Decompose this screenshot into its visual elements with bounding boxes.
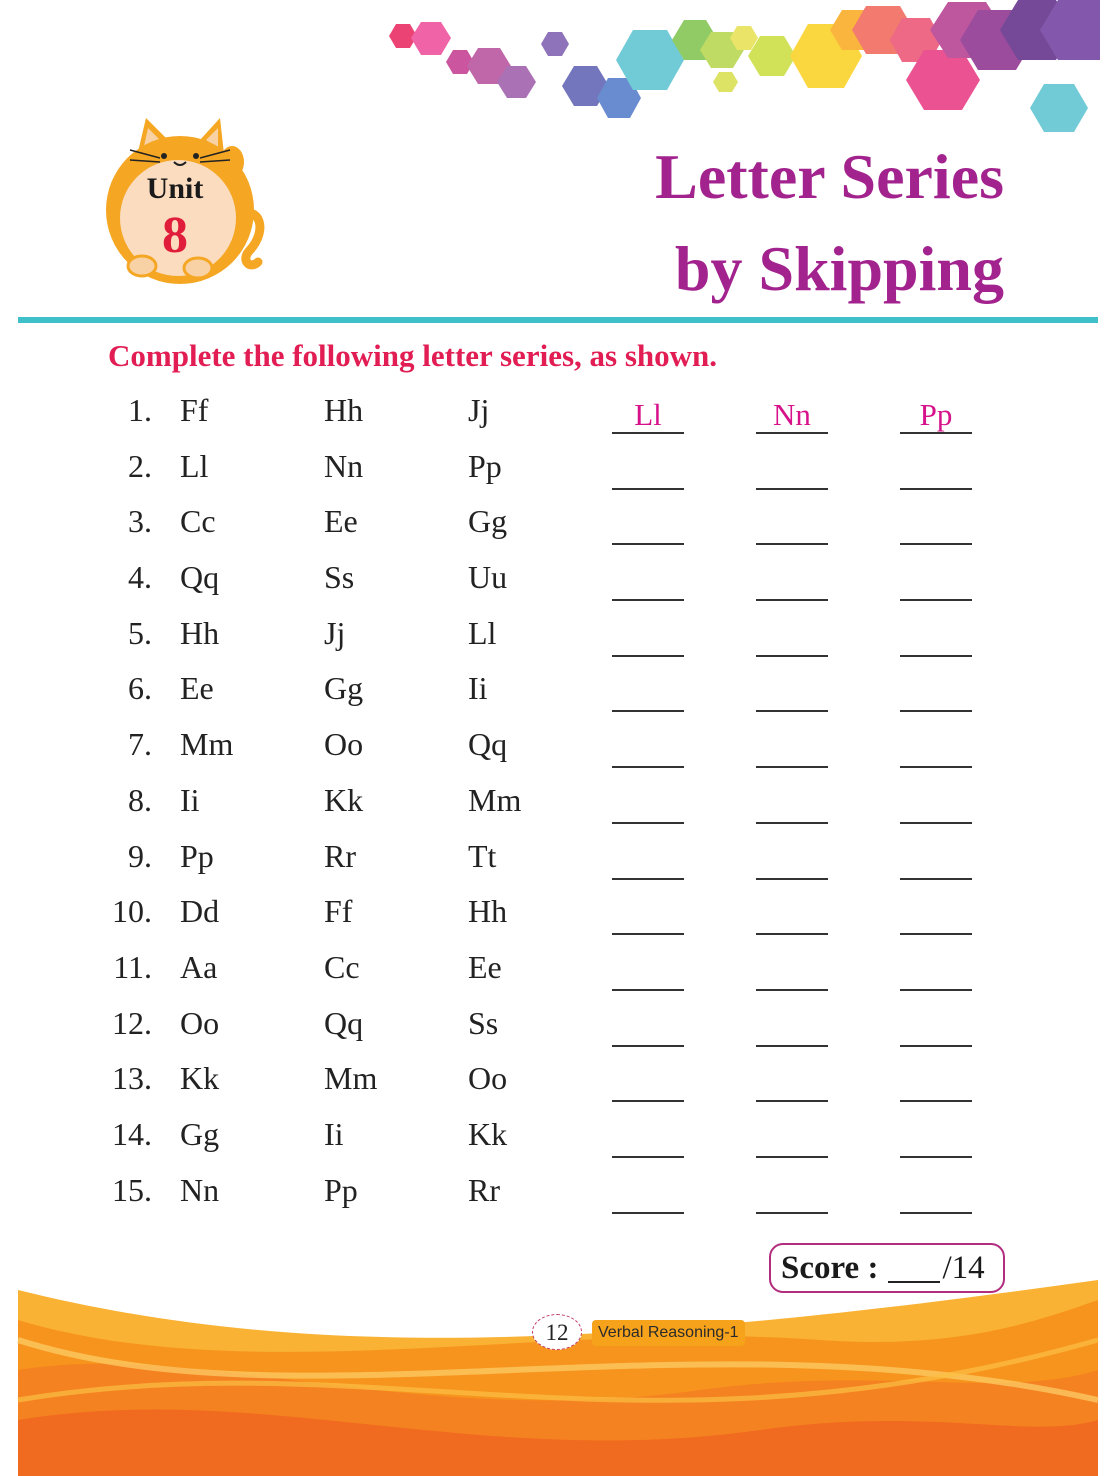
- row-number: 9.: [128, 837, 152, 874]
- answer-blank[interactable]: [756, 1116, 828, 1158]
- score-label: Score :: [781, 1249, 879, 1286]
- exercise-row: [0, 726, 1116, 782]
- answer-blank[interactable]: [612, 1172, 684, 1214]
- given-letter: Mm: [324, 1060, 378, 1097]
- answer-blank[interactable]: [612, 1060, 684, 1102]
- given-letter: Mm: [468, 781, 522, 818]
- given-letter: Ii: [468, 670, 488, 707]
- row-number: 7.: [128, 726, 152, 763]
- page-title-line1: Letter Series: [655, 141, 1004, 212]
- page-number: 12: [532, 1314, 582, 1350]
- given-letter: Cc: [180, 503, 216, 540]
- given-letter: Hh: [180, 614, 220, 651]
- exercise-row: [0, 893, 1116, 949]
- given-letter: Gg: [180, 1115, 220, 1152]
- exercise-row: [0, 782, 1116, 838]
- row-number: 1.: [128, 392, 152, 428]
- answer-blank[interactable]: [756, 1172, 828, 1214]
- row-number: 12.: [112, 1004, 152, 1041]
- answer-blank[interactable]: [756, 726, 828, 768]
- answer-blank[interactable]: [900, 615, 972, 657]
- page-title-line2: by Skipping: [674, 233, 1004, 304]
- given-letter: Nn: [180, 1171, 220, 1208]
- given-letter: Ff: [180, 392, 209, 428]
- answer-blank[interactable]: [900, 1116, 972, 1158]
- answer-blank[interactable]: [756, 838, 828, 880]
- answer-blank[interactable]: Nn: [756, 392, 828, 434]
- answer-blank[interactable]: [756, 782, 828, 824]
- answer-blank[interactable]: [756, 503, 828, 545]
- given-letter: Ll: [468, 614, 497, 651]
- answer-blank[interactable]: [612, 448, 684, 490]
- given-letter: Rr: [324, 837, 356, 874]
- exercise-row: [0, 670, 1116, 726]
- answer-blank[interactable]: Pp: [900, 392, 972, 434]
- given-letter: Ee: [324, 503, 358, 540]
- given-letter: Hh: [324, 392, 364, 428]
- exercise-row: [0, 392, 1116, 448]
- unit-number: 8: [162, 207, 188, 264]
- answer-blank[interactable]: [900, 1060, 972, 1102]
- given-letter: Oo: [180, 1004, 220, 1041]
- answer-blank[interactable]: [756, 448, 828, 490]
- exercise-row: [0, 448, 1116, 504]
- wave-decoration: [0, 1280, 1116, 1476]
- answer-blank[interactable]: [900, 838, 972, 880]
- given-letter: Rr: [468, 1171, 500, 1208]
- given-letter: Jj: [324, 614, 346, 651]
- answer-blank[interactable]: [756, 1005, 828, 1047]
- answer-blank[interactable]: [612, 559, 684, 601]
- answer-blank[interactable]: [612, 503, 684, 545]
- row-number: 10.: [112, 893, 152, 930]
- given-letter: Nn: [324, 447, 364, 484]
- given-letter: Oo: [324, 726, 364, 763]
- divider: [18, 317, 1098, 323]
- row-number: 5.: [128, 614, 152, 651]
- given-letter: Qq: [324, 1004, 364, 1041]
- row-number: 11.: [113, 948, 152, 985]
- given-letter: Pp: [468, 447, 502, 484]
- given-letter: Tt: [468, 837, 497, 874]
- score-total: /14: [942, 1249, 985, 1286]
- row-number: 13.: [112, 1060, 152, 1097]
- row-number: 8.: [128, 781, 152, 818]
- answer-blank[interactable]: [612, 949, 684, 991]
- answer-blank[interactable]: [612, 1005, 684, 1047]
- given-letter: Mm: [180, 726, 234, 763]
- exercise-list: [0, 392, 1116, 1227]
- given-letter: Gg: [468, 503, 508, 540]
- given-letter: Pp: [180, 837, 214, 874]
- row-number: 3.: [128, 503, 152, 540]
- given-letter: Ee: [468, 948, 502, 985]
- answer-blank[interactable]: [756, 893, 828, 935]
- given-letter: Pp: [324, 1171, 358, 1208]
- answer-blank[interactable]: [756, 615, 828, 657]
- answer-blank[interactable]: [612, 615, 684, 657]
- answer-blank[interactable]: [612, 1116, 684, 1158]
- given-letter: Hh: [468, 893, 508, 930]
- row-number: 15.: [112, 1171, 152, 1208]
- answer-blank[interactable]: [756, 949, 828, 991]
- answer-blank[interactable]: [900, 1172, 972, 1214]
- exercise-row: [0, 838, 1116, 894]
- given-letter: Qq: [468, 726, 508, 763]
- exercise-row: [0, 1005, 1116, 1061]
- exercise-row: [0, 1116, 1116, 1172]
- answer-blank[interactable]: [900, 949, 972, 991]
- exercise-row: [0, 559, 1116, 615]
- given-letter: Qq: [180, 559, 220, 596]
- answer-blank[interactable]: [612, 726, 684, 768]
- row-number: 2.: [128, 447, 152, 484]
- unit-label: Unit: [146, 172, 204, 205]
- given-letter: Kk: [180, 1060, 220, 1097]
- row-number: 6.: [128, 670, 152, 707]
- given-letter: Aa: [180, 948, 218, 985]
- exercise-row: [0, 949, 1116, 1005]
- given-letter: Ee: [180, 670, 214, 707]
- given-letter: Gg: [324, 670, 364, 707]
- given-letter: Ss: [324, 559, 355, 596]
- answer-blank[interactable]: [900, 559, 972, 601]
- answer-blank[interactable]: [900, 893, 972, 935]
- answer-blank[interactable]: [900, 503, 972, 545]
- given-letter: Ff: [324, 893, 353, 930]
- answer-blank[interactable]: [612, 838, 684, 880]
- given-letter: Ll: [180, 447, 209, 484]
- answer-blank[interactable]: [756, 559, 828, 601]
- score-blank[interactable]: [888, 1253, 940, 1283]
- given-letter: Uu: [468, 559, 508, 596]
- row-number: 4.: [128, 559, 152, 596]
- given-letter: Dd: [180, 893, 220, 930]
- answer-blank[interactable]: [900, 670, 972, 712]
- given-letter: Jj: [468, 392, 490, 428]
- row-number: 14.: [112, 1115, 152, 1152]
- answer-blank[interactable]: [900, 726, 972, 768]
- answer-blank[interactable]: [900, 1005, 972, 1047]
- given-letter: Ss: [468, 1004, 499, 1041]
- answer-blank[interactable]: [756, 670, 828, 712]
- answer-blank[interactable]: [612, 782, 684, 824]
- given-letter: Kk: [468, 1115, 508, 1152]
- given-letter: Kk: [324, 781, 364, 818]
- answer-blank[interactable]: [612, 893, 684, 935]
- given-letter: Oo: [468, 1060, 508, 1097]
- answer-blank[interactable]: [756, 1060, 828, 1102]
- exercise-row: [0, 615, 1116, 671]
- given-letter: Ii: [324, 1115, 344, 1152]
- answer-blank[interactable]: [612, 670, 684, 712]
- exercise-row: [0, 1060, 1116, 1116]
- answer-blank[interactable]: [900, 782, 972, 824]
- given-letter: Cc: [324, 948, 360, 985]
- instruction-text: Complete the following letter series, as shown.: [108, 338, 718, 373]
- answer-blank[interactable]: [900, 448, 972, 490]
- given-letter: Ii: [180, 781, 200, 818]
- exercise-row: [0, 1172, 1116, 1228]
- exercise-row: [0, 503, 1116, 559]
- answer-blank[interactable]: Ll: [612, 392, 684, 434]
- book-title-badge: Verbal Reasoning-1: [592, 1320, 745, 1346]
